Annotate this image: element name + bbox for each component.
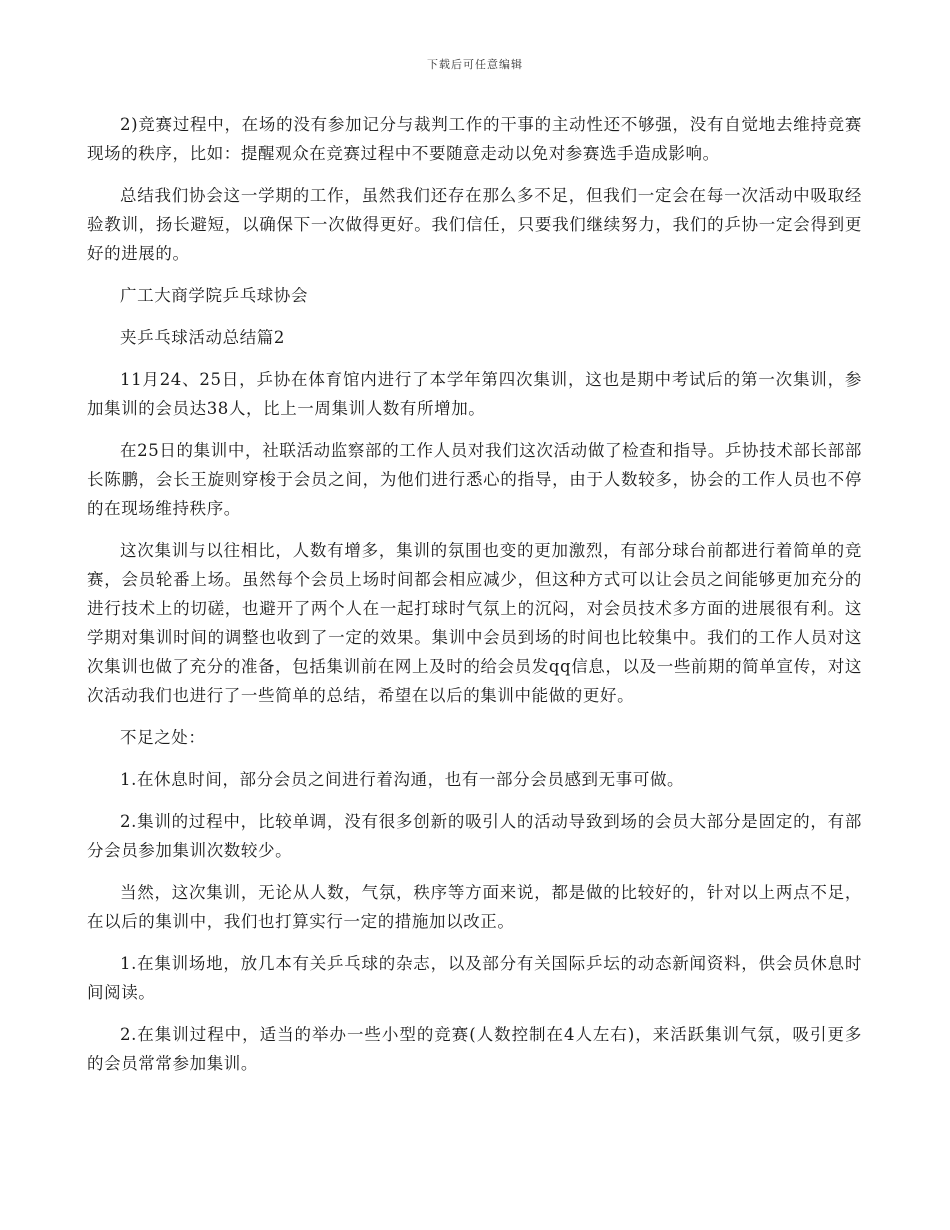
list-item-measure-1: 1.在集训场地，放几本有关乒乓球的杂志，以及部分有关国际乒坛的动态新闻资料，供会员休息时间阅读。 xyxy=(87,954,862,1002)
list-item-shortcoming-1: 1.在休息时间，部分会员之间进行着沟通，也有一部分会员感到无事可做。 xyxy=(120,770,685,789)
paragraph-training-comparison: 这次集训与以往相比，人数有增多，集训的氛围也变的更加激烈，有部分球台前都进行着简单的竞赛，会员轮番上场。虽然每个会员上场时间都会相应减少，但这种方式可以让会员之间能够更加充分的进行技术上的切磋，也避开了两个人在一起打球时气氛上的沉闷，对会员技术多方面的进展很有利。这学期对集训时间的调整也收到了一定的效果。集训中会员到场的时间也比较集中。我们的工作人员对这次集训也做了充分的准备，包括集训前在网上及时的给会员发qq信息，以及一些前期的简单宣传，对这次活动我们也进行了一些简单的总结，希望在以后的集训中能做的更好。 xyxy=(87,541,862,705)
paragraph-competition-issue: 2)竞赛过程中，在场的没有参加记分与裁判工作的干事的主动性还不够强，没有自觉地去维持竞赛现场的秩序，比如：提醒观众在竞赛过程中不要随意走动以免对参赛选手造成影响。 xyxy=(87,115,862,163)
paragraph-inspection: 在25日的集训中，社联活动监察部的工作人员对我们这次活动做了检查和指导。乒协技术部长部部长陈鹏，会长王旋则穿梭于会员之间，为他们进行悉心的指导，由于人数较多，协会的工作人员也不停的在现场维持秩序。 xyxy=(87,441,862,518)
section-title: 夹乒乓球活动总结篇2 xyxy=(120,328,285,347)
paragraph-semester-summary: 总结我们协会这一学期的工作，虽然我们还存在那么多不足，但我们一定会在每一次活动中吸取经验教训，扬长避短，以确保下一次做得更好。我们信任，只要我们继续努力，我们的乒协一定会得到更好的进展的。 xyxy=(87,186,862,263)
document-body xyxy=(87,110,862,1091)
page-header: 下载后可任意编辑 xyxy=(427,58,523,71)
paragraph-association-signature: 广工大商学院乒乓球协会 xyxy=(120,286,309,305)
paragraph-shortcomings-heading: 不足之处： xyxy=(120,728,206,747)
paragraph-training-intro: 11月24、25日，乒协在体育馆内进行了本学年第四次集训，这也是期中考试后的第一次集训，参加集训的会员达38人，比上一周集训人数有所增加。 xyxy=(87,370,862,418)
list-item-shortcoming-2: 2.集训的过程中，比较单调，没有很多创新的吸引人的活动导致到场的会员大部分是固定的，有部分会员参加集训次数较少。 xyxy=(87,812,862,860)
paragraph-improvement-plan: 当然，这次集训，无论从人数，气氛，秩序等方面来说，都是做的比较好的，针对以上两点不足，在以后的集训中，我们也打算实行一定的措施加以改正。 xyxy=(87,883,862,931)
list-item-measure-2: 2.在集训过程中，适当的举办一些小型的竞赛(人数控制在4人左右)，来活跃集训气氛，吸引更多的会员常常参加集训。 xyxy=(87,1025,862,1073)
